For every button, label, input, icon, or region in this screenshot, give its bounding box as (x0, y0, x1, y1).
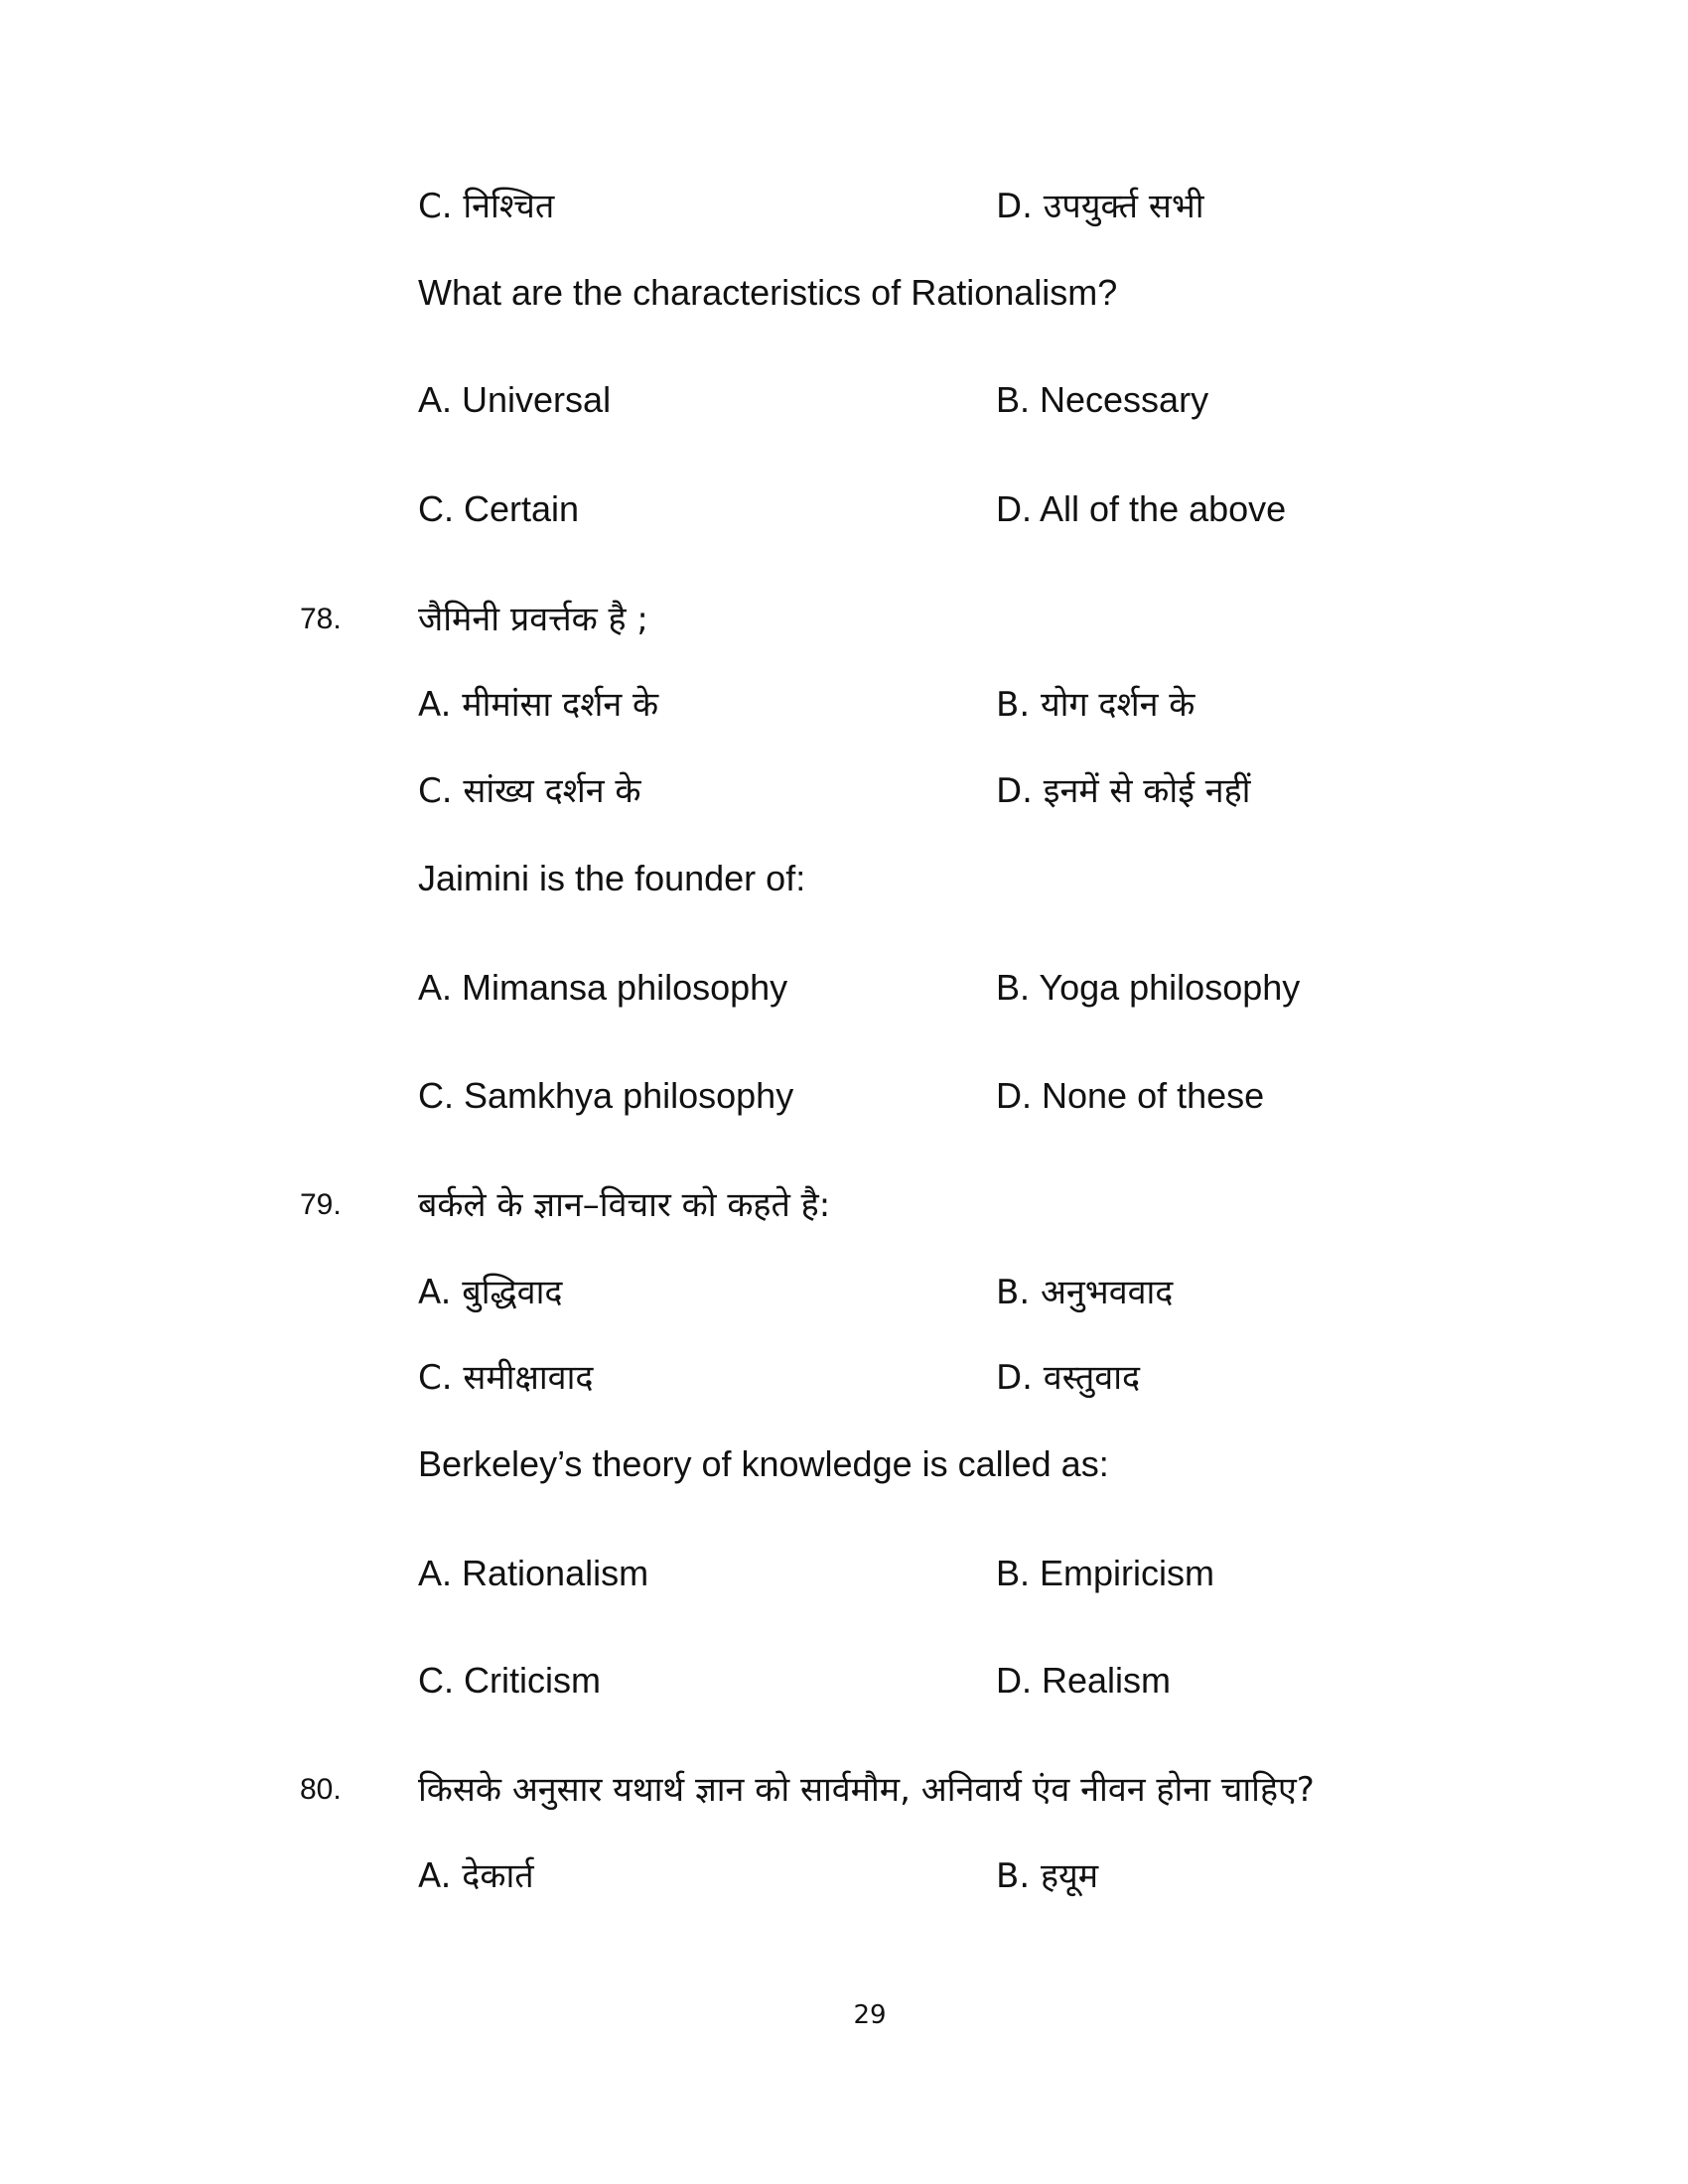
option-right: D. वस्तुवाद (996, 1358, 1141, 1398)
question-text-english: What are the characteristics of Rationalism? (418, 272, 1118, 313)
option-right: B. Yoga philosophy (996, 967, 1301, 1008)
question-text-hindi: किसके अनुसार यथार्थ ज्ञान को सार्वमौम, अनिवार्य एंव नीवन होना चाहिए? (418, 1770, 1315, 1810)
option-left: A. देकार्त (418, 1856, 534, 1896)
option-left: A. Rationalism (418, 1553, 649, 1593)
question-text-english: Berkeley’s theory of knowledge is called as: (418, 1443, 1109, 1484)
option-left: A. Universal (418, 379, 612, 420)
option-left: C. सांख्य दर्शन के (418, 771, 641, 811)
question-number: 78. (300, 603, 342, 635)
option-left: C. निश्चित (418, 187, 555, 226)
option-right: D. इनमें से कोई नहीं (996, 771, 1251, 811)
option-right: D. उपयुर्क्त सभी (996, 187, 1204, 226)
option-right: B. अनुभववाद (996, 1273, 1174, 1312)
option-right: B. योग दर्शन के (996, 685, 1196, 725)
option-left: C. Certain (418, 488, 580, 529)
option-right: B. Necessary (996, 379, 1209, 420)
question-text-hindi: बर्कले के ज्ञान–विचार को कहते है: (418, 1185, 831, 1225)
page-number: 29 (853, 2000, 887, 2030)
option-left: C. Samkhya philosophy (418, 1075, 794, 1116)
option-left: A. मीमांसा दर्शन के (418, 685, 659, 725)
option-right: D. Realism (996, 1660, 1172, 1701)
option-right: B. Empiricism (996, 1553, 1215, 1593)
question-text-hindi: जैमिनी प्रवर्त्तक है ; (418, 600, 648, 639)
option-left: A. Mimansa philosophy (418, 967, 788, 1008)
option-right: D. All of the above (996, 488, 1287, 529)
question-number: 79. (300, 1188, 342, 1221)
option-left: A. बुद्धिवाद (418, 1273, 563, 1312)
option-left: C. Criticism (418, 1660, 601, 1701)
question-text-english: Jaimini is the founder of: (418, 858, 806, 898)
question-number: 80. (300, 1773, 342, 1806)
option-left: C. समीक्षावाद (418, 1358, 594, 1398)
option-right: B. हयूम (996, 1856, 1099, 1896)
option-right: D. None of these (996, 1075, 1265, 1116)
